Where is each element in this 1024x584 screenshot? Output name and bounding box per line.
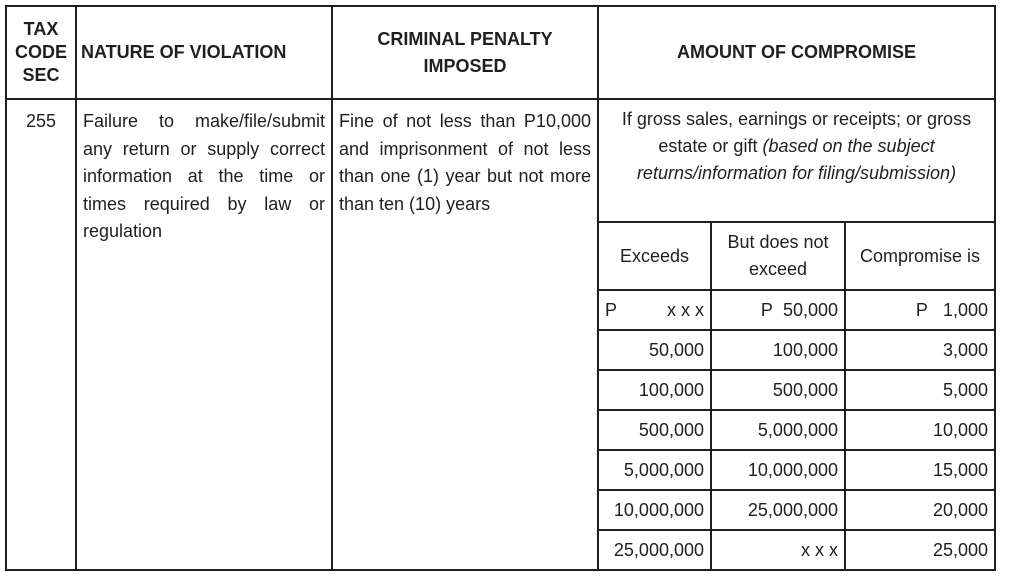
compromise-value: 10,000 (845, 410, 995, 450)
exceeds-value: 500,000 (598, 410, 711, 450)
header-amount-of-compromise: AMOUNT OF COMPROMISE (598, 6, 995, 99)
compromise-value: 20,000 (845, 490, 995, 530)
header-nature-of-violation: NATURE OF VIOLATION (76, 6, 332, 99)
compromise-basis-plain: If gross sales, earnings or receipts; or gross estate or gift (621, 109, 972, 156)
currency-symbol: P (915, 299, 928, 320)
column-compromise-is: Compromise is (845, 222, 995, 290)
currency-symbol: P (605, 299, 618, 320)
not-exceed-value: x x x (711, 530, 845, 570)
not-exceed-value: 5,000,000 (711, 410, 845, 450)
exceeds-value: P x x x (598, 290, 711, 330)
exceeds-value: 5,000,000 (598, 450, 711, 490)
header-tax-code-sec: TAX CODE SEC (6, 6, 76, 99)
compromise-value: 25,000 (845, 530, 995, 570)
not-exceed-value: 10,000,000 (711, 450, 845, 490)
column-exceeds: Exceeds (598, 222, 711, 290)
not-exceed-value: P 50,000 (711, 290, 845, 330)
exceeds-value: 25,000,000 (598, 530, 711, 570)
exceeds-value: 50,000 (598, 330, 711, 370)
not-exceed-value: 500,000 (711, 370, 845, 410)
compromise-value: 3,000 (845, 330, 995, 370)
compromise-basis-italic: (based on the subject returns/information for filing/submission) (636, 136, 957, 183)
compromise-value: 15,000 (845, 450, 995, 490)
compromise-penalty-table (5, 5, 996, 571)
compromise-value: P 1,000 (845, 290, 995, 330)
exceeds-value: 10,000,000 (598, 490, 711, 530)
violation-description: Failure to make/file/submit any return or supply correct information at the time or times required by law or regulation (76, 99, 332, 570)
header-criminal-penalty: CRIMINAL PENALTY IMPOSED (332, 6, 598, 99)
violation-row (6, 99, 995, 222)
exceeds-value: 100,000 (598, 370, 711, 410)
compromise-value: 5,000 (845, 370, 995, 410)
not-exceed-value: 100,000 (711, 330, 845, 370)
compromise-basis-note (598, 99, 995, 222)
column-does-not-exceed: But does not exceed (711, 222, 845, 290)
currency-symbol: P (760, 299, 773, 320)
tax-code-section: 255 (6, 99, 76, 570)
criminal-penalty-description: Fine of not less than P10,000 and imprisonment of not less than one (1) year but not more than ten (10) years (332, 99, 598, 570)
not-exceed-value: 25,000,000 (711, 490, 845, 530)
header-row (6, 6, 995, 99)
